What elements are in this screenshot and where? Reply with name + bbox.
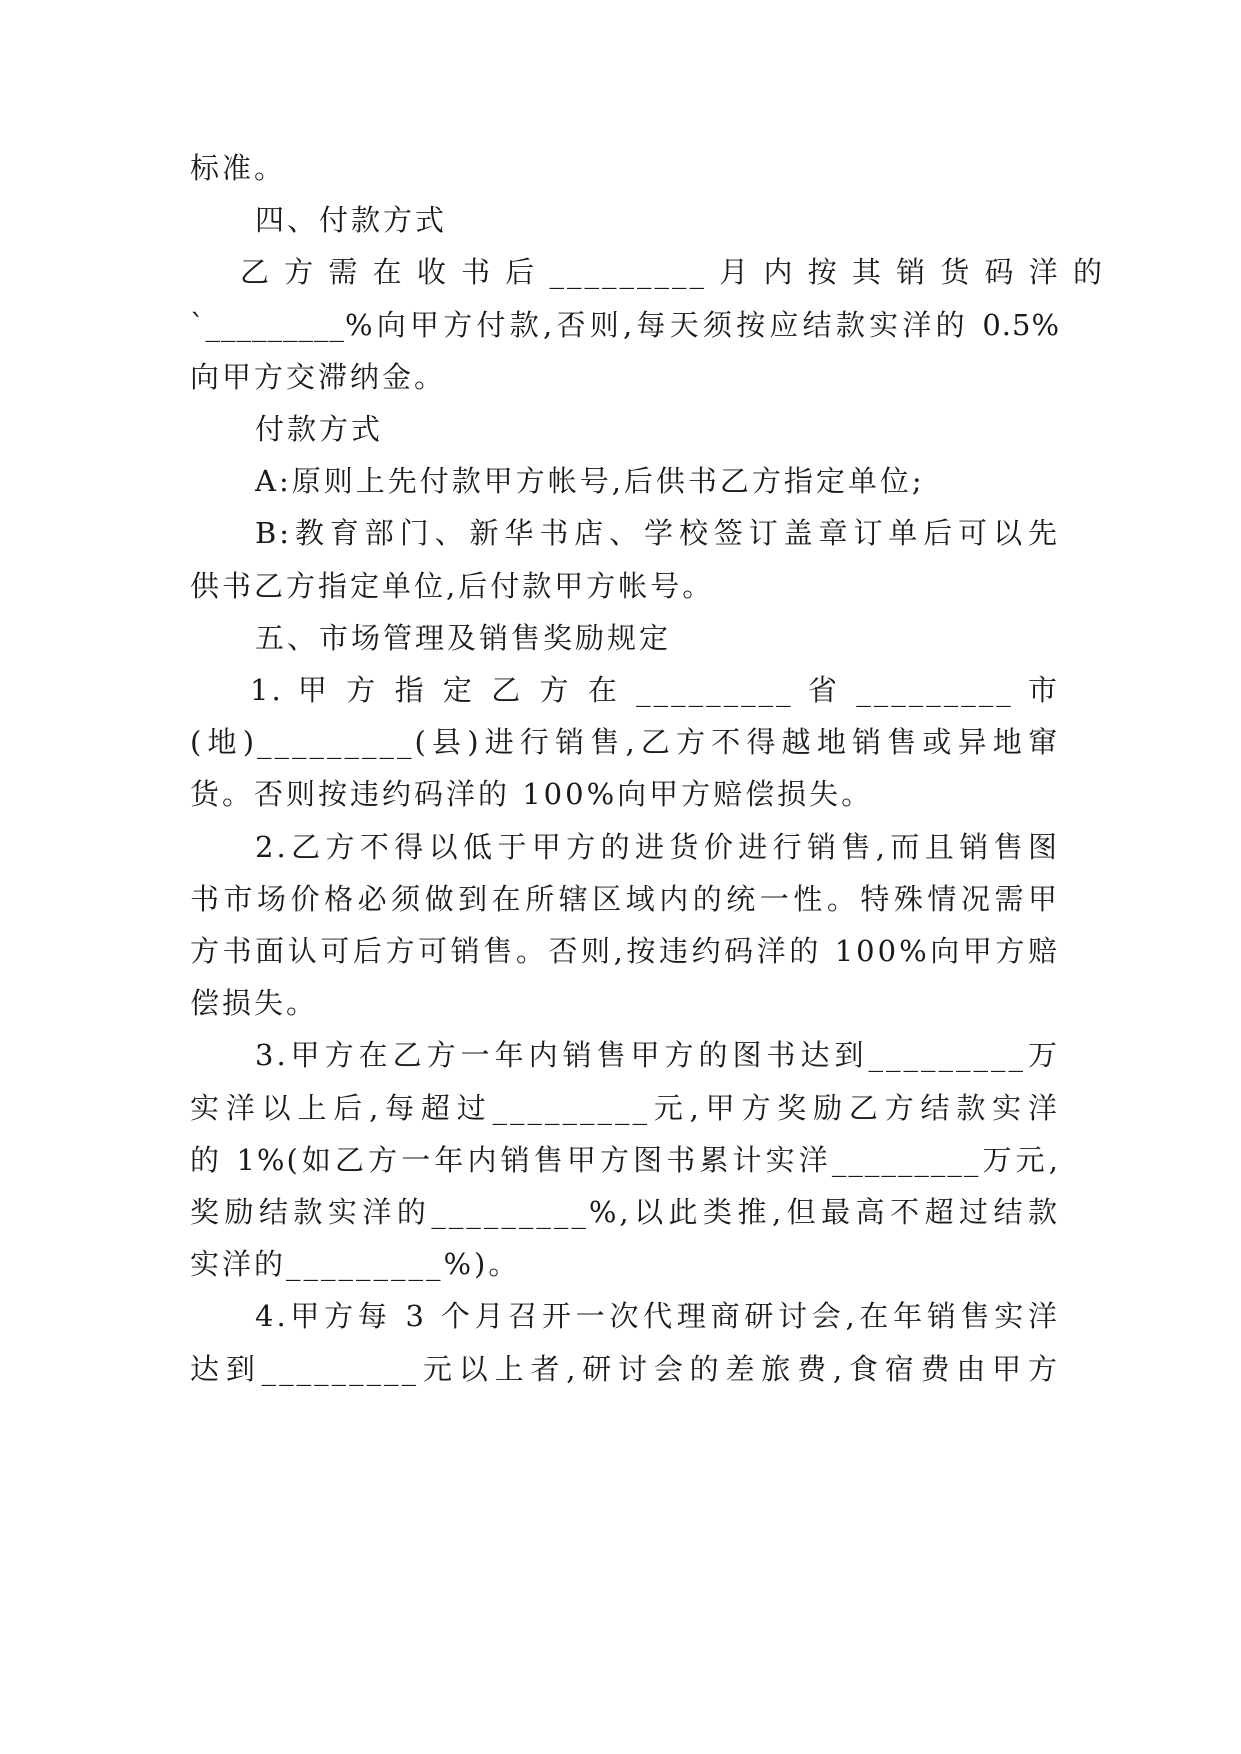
text-line: 2.乙方不得以低于甲方的进货价进行销售,而且销售图 <box>255 830 1060 864</box>
section-heading: 五、市场管理及销售奖励规定 <box>255 621 672 655</box>
text-line: `_________%向甲方付款,否则,每天须按应结款实洋的 0.5% <box>190 308 1060 342</box>
text-line: 实洋以上后,每超过_________元,甲方奖励乙方结款实洋 <box>190 1091 1060 1125</box>
text-line: 方书面认可后方可销售。否则,按违约码洋的 100%向甲方赔 <box>190 934 1060 968</box>
text-line: 标准。 <box>190 151 287 185</box>
text-line: 奖励结款实洋的_________%,以此类推,但最高不超过结款 <box>190 1195 1060 1229</box>
section-heading: 四、付款方式 <box>255 203 448 237</box>
text-line: A:原则上先付款甲方帐号,后供书乙方指定单位; <box>255 464 925 498</box>
text-line: 达到_________元以上者,研讨会的差旅费,食宿费由甲方 <box>190 1352 1060 1386</box>
text-line: 乙 方 需 在 收 书 后 _________ 月 内 按 其 销 货 码 洋 的 <box>240 255 1105 289</box>
text-line: 偿损失。 <box>190 986 319 1020</box>
text-line: 的 1%(如乙方一年内销售甲方图书累计实洋_________万元, <box>190 1143 1060 1177</box>
text-line: 供书乙方指定单位,后付款甲方帐号。 <box>190 569 715 603</box>
text-line: 书市场价格必须做到在所辖区域内的统一性。特殊情况需甲 <box>190 882 1060 916</box>
text-line: 4.甲方每 3 个月召开一次代理商研讨会,在年销售实洋 <box>255 1299 1060 1333</box>
text-line: (地)_________(县)进行销售,乙方不得越地销售或异地窜 <box>190 725 1060 759</box>
text-line: 向甲方交滞纳金。 <box>190 360 447 394</box>
text-line: 3.甲方在乙方一年内销售甲方的图书达到_________万 <box>255 1038 1060 1072</box>
text-line: 实洋的_________%)。 <box>190 1247 521 1281</box>
text-line: 货。否则按违约码洋的 100%向甲方赔偿损失。 <box>190 777 874 811</box>
section-heading: 付款方式 <box>255 412 384 446</box>
text-line: B:教育部门、新华书店、学校签订盖章订单后可以先 <box>255 516 1060 550</box>
text-line: 1. 甲 方 指 定 乙 方 在 _________ 省 _________ 市 <box>250 673 1060 707</box>
